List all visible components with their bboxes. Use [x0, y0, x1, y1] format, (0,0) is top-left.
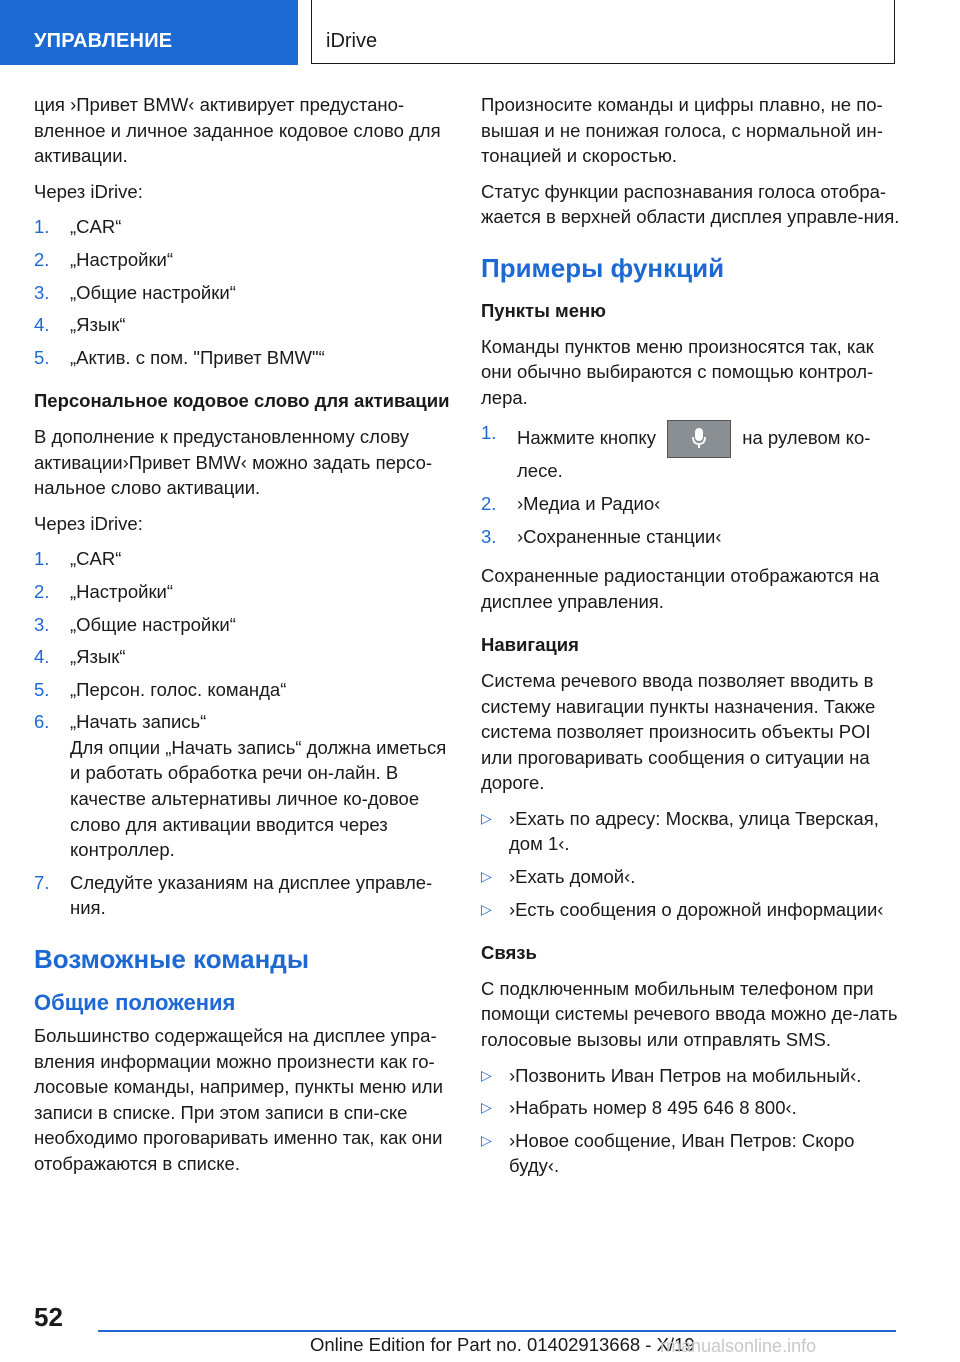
header-section: УПРАВЛЕНИЕ [0, 0, 298, 65]
list-number: 1. [34, 548, 50, 570]
list-number: 7. [34, 871, 50, 893]
right-column [481, 92, 901, 1193]
microphone-icon [692, 428, 706, 450]
list-number: 1. [34, 216, 50, 238]
list-item: ▷ ›Позвонить Иван Петров на мобильный‹. [481, 1063, 901, 1089]
list-number: 2. [34, 580, 50, 602]
footer-edition: Online Edition for Part no. 01402913668 - X/19 [310, 1334, 695, 1355]
list-item: 4. „Язык“ [34, 644, 454, 670]
via-idrive-label: Через iDrive: [34, 180, 143, 202]
heading-navigation: Навигация [481, 634, 579, 656]
list-number: 5. [34, 678, 50, 700]
menu-steps-list [481, 420, 901, 549]
list-item [34, 709, 454, 863]
communication-examples-list [481, 1063, 901, 1179]
general-paragraph: Большинство содержащейся на дисплее упра-вления информации можно произнести как го-лосовые команды, например, пункты меню или записи в списке. При этом записи в спи-ске необходимо проговаривать именно так, как они отображаются в списке. [34, 1025, 443, 1174]
list-item: 3. „Общие настройки“ [34, 612, 454, 638]
menu-paragraph: Команды пунктов меню произносятся так, как они обычно выбираются с помощью контрол-лера. [481, 335, 874, 408]
triangle-right-icon: ▷ [481, 868, 492, 885]
list-item: 7. Следуйте указаниям на дисплее управле-ния. [34, 870, 454, 921]
list-item: ▷ ›Ехать домой‹. [481, 864, 901, 890]
list-item: ▷ ›Набрать номер 8 495 646 8 800‹. [481, 1095, 901, 1121]
triangle-right-icon: ▷ [481, 1099, 492, 1116]
heading-possible-commands: Возможные команды [34, 944, 310, 975]
list-number: 4. [34, 314, 50, 336]
list-number: 1. [481, 422, 497, 444]
list-item-text: „Начать запись“ [70, 711, 207, 733]
list-item-note: Для опции „Начать запись“ должна иметься и работать обработка речи он-лайн. В качестве альтернативы личное ко-довое слово для активации вводится через контроллер. [70, 736, 447, 861]
heading-personal-keyword: Персональное кодовое слово для активации [34, 390, 450, 412]
personal-paragraph: В дополнение к предустановленному слову активации›Привет BMW‹ можно задать персо-нальное слово активации. [34, 425, 433, 499]
navigation-paragraph: Система речевого ввода позволяет вводить в систему навигации пункты назначения. Также система позволяет произносить объекты POI или проговаривать сообщения о ситуации на дороге. [481, 669, 876, 794]
list-number: 3. [481, 525, 497, 547]
triangle-right-icon: ▷ [481, 809, 492, 826]
steps-list-1 [34, 214, 454, 370]
watermark: rmanualsonline.info [660, 1336, 817, 1356]
list-item: ▷ ›Ехать по адресу: Москва, улица Тверская, дом 1‹. [481, 806, 901, 857]
heading-general: Общие положения [34, 990, 236, 1016]
list-item: 1. Нажмите кнопку на рулевом ко-лесе. [481, 420, 901, 484]
heading-communication: Связь [481, 942, 537, 964]
list-item: 5. „Персон. голос. команда“ [34, 677, 454, 703]
list-item: 1. „CAR“ [34, 546, 454, 572]
list-number: 4. [34, 646, 50, 668]
steps-list-2 [34, 546, 454, 921]
list-number: 2. [34, 248, 50, 270]
status-paragraph: Статус функции распознавания голоса отобра-жается в верхней области дисплея управле-ния. [481, 180, 900, 228]
list-number: 3. [34, 281, 50, 303]
list-item: 2. „Настройки“ [34, 247, 454, 273]
list-item: 5. „Актив. с пом. "Привет BMW"“ [34, 345, 454, 371]
list-item: 4. „Язык“ [34, 312, 454, 338]
communication-paragraph: С подключенным мобильным телефоном при помощи системы речевого ввода можно де-лать голосовые вызовы или отправлять SMS. [481, 977, 898, 1051]
list-item: ▷ ›Есть сообщения о дорожной информации‹ [481, 897, 901, 923]
heading-menu-items: Пункты меню [481, 299, 606, 321]
list-item: 3. ›Сохраненные станции‹ [481, 524, 901, 550]
left-column [34, 92, 454, 1187]
list-item: 2. „Настройки“ [34, 579, 454, 605]
navigation-examples-list [481, 806, 901, 922]
list-number: 6. [34, 711, 50, 733]
header-chapter: iDrive [311, 0, 895, 64]
list-item: 2. ›Медиа и Радио‹ [481, 491, 901, 517]
triangle-right-icon: ▷ [481, 1066, 492, 1083]
list-number: 2. [481, 492, 497, 514]
heading-function-examples: Примеры функций [481, 252, 725, 283]
via-idrive-label: Через iDrive: [34, 512, 143, 534]
microphone-button-icon [667, 420, 731, 458]
triangle-right-icon: ▷ [481, 900, 492, 917]
footer-divider [98, 1330, 896, 1332]
list-item: 1. „CAR“ [34, 214, 454, 240]
triangle-right-icon: ▷ [481, 1131, 492, 1148]
list-item: ▷ ›Новое сообщение, Иван Петров: Скоро буду‹. [481, 1128, 901, 1179]
list-number: 3. [34, 613, 50, 635]
page-number: 52 [34, 1302, 63, 1332]
list-number: 5. [34, 346, 50, 368]
intro-paragraph: ция ›Привет BMW‹ активирует предустано-вленное и личное заданное кодовое слово для активации. [34, 94, 441, 167]
menu-result-paragraph: Сохраненные радиостанции отображаются на дисплее управления. [481, 565, 880, 612]
list-item: 3. „Общие настройки“ [34, 280, 454, 306]
speaking-paragraph: Произносите команды и цифры плавно, не по-вышая и не понижая голоса, с нормальной ин-тонацией и скоростью. [481, 94, 883, 167]
